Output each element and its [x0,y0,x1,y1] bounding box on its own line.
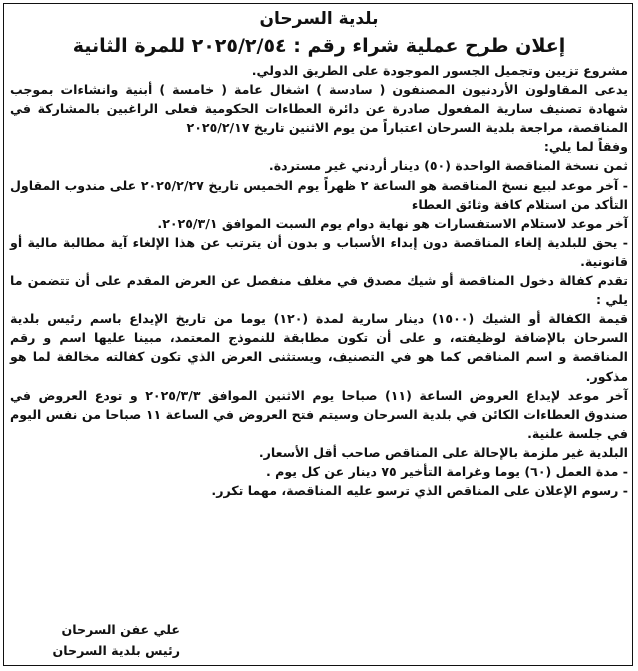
ad-fees-line: - رسوم الإعلان على المناقص الذي ترسو عليه المناقصة، مهما تكرر. [211,483,628,499]
cancellation-paragraph: - يحق للبلدية إلغاء المناقصة دون إبداء الأسباب و بدون أن يترتب عن هذا الإلغاء آية مطالبة مالية أو قانونية. [10,234,628,269]
sale-deadline-paragraph: - آخر موعد لبيع نسخ المناقصة هو الساعة ٢ ظهراً يوم الخميس تاريخ ٢٠٢٥/٢/٢٧ على مندوب المقاول التأكد من استلام كافة وثائق العطاء [10,177,628,212]
signature-block [10,619,180,661]
inquiries-deadline-line: آخر موعد لاستلام الاستفسارات هو نهاية دوام يوم السبت الموافق ٢٠٢٥/٣/١. [157,215,628,231]
submission-deadline-paragraph: آخر موعد لإيداع العروض الساعة (١١) صباحا يوم الاثنين الموافق ٢٠٢٥/٣/٣ و تودع العروض في صندوق العطاءات الكائن في بلدية السرحان وسيتم فتح العروض في الساعة ١١ صباحا من نفس اليوم في جلسة علنية. [10,387,629,441]
signatory-name: علي عفن السرحان [61,622,180,637]
invitation-paragraph: يدعى المقاولون الأردنيون المصنفون ( سادسة ) اشغال عامة ( خامسة ) أبنية وانشاءات بموجب شهادة تصنيف سارية المفعول صادرة عن دائرة العطاءات الحكومية فعلى الراغبين بالمشاركة في المناقصة، مراجعة بلدية السرحان اعتباراً من يوم الاثنين تاريخ ٢٠٢٥/٢/١٧ [10,82,628,136]
guarantee-value-paragraph: قيمة الكفالة أو الشيك (١٥٠٠) دينار سارية لمدة (١٢٠) يوما من تاريخ الإيداع باسم رئيس بلدية السرحان بالإضافة لوظيفته، و على أن تكون مطابقة للنموذج المعتمد، مبينا عليها اسم و رقم المناقصة و اسم المناقص كما هو في التصنيف، ويستثنى العرض الذي تكون كفالته مخالفة لما هو مذكور. [10,311,628,384]
announcement-title: إعلان طرح عملية شراء رقم : ٢٠٢٥/٢/٥٤ للمرة الثانية [72,35,566,57]
lowest-price-line: البلدية غير ملزمة بالإحالة على المناقص صاحب أقل الأسعار. [258,444,628,460]
guarantee-intro-paragraph: تقدم كفالة دخول المناقصة أو شيك مصدق في مغلف منفصل عن العرض المقدم على أن تتضمن ما يلي : [10,273,628,308]
project-line: مشروع تزيين وتجميل الجسور الموجودة على الطريق الدولي. [251,63,628,78]
signatory-role: رئيس بلدية السرحان [52,643,180,658]
announcement [10,7,628,500]
municipality-heading: بلدية السرحان [259,9,379,29]
copy-price-line: ثمن نسخة المناقصة الواحدة (٥٠) دينار أردني غير مستردة. [268,158,628,174]
work-duration-line: - مدة العمل (٦٠) يوما وغرامة التأخير ٧٥ دينار عن كل يوم . [265,463,628,479]
conditions-intro: وفقاً لما يلي: [543,139,628,155]
